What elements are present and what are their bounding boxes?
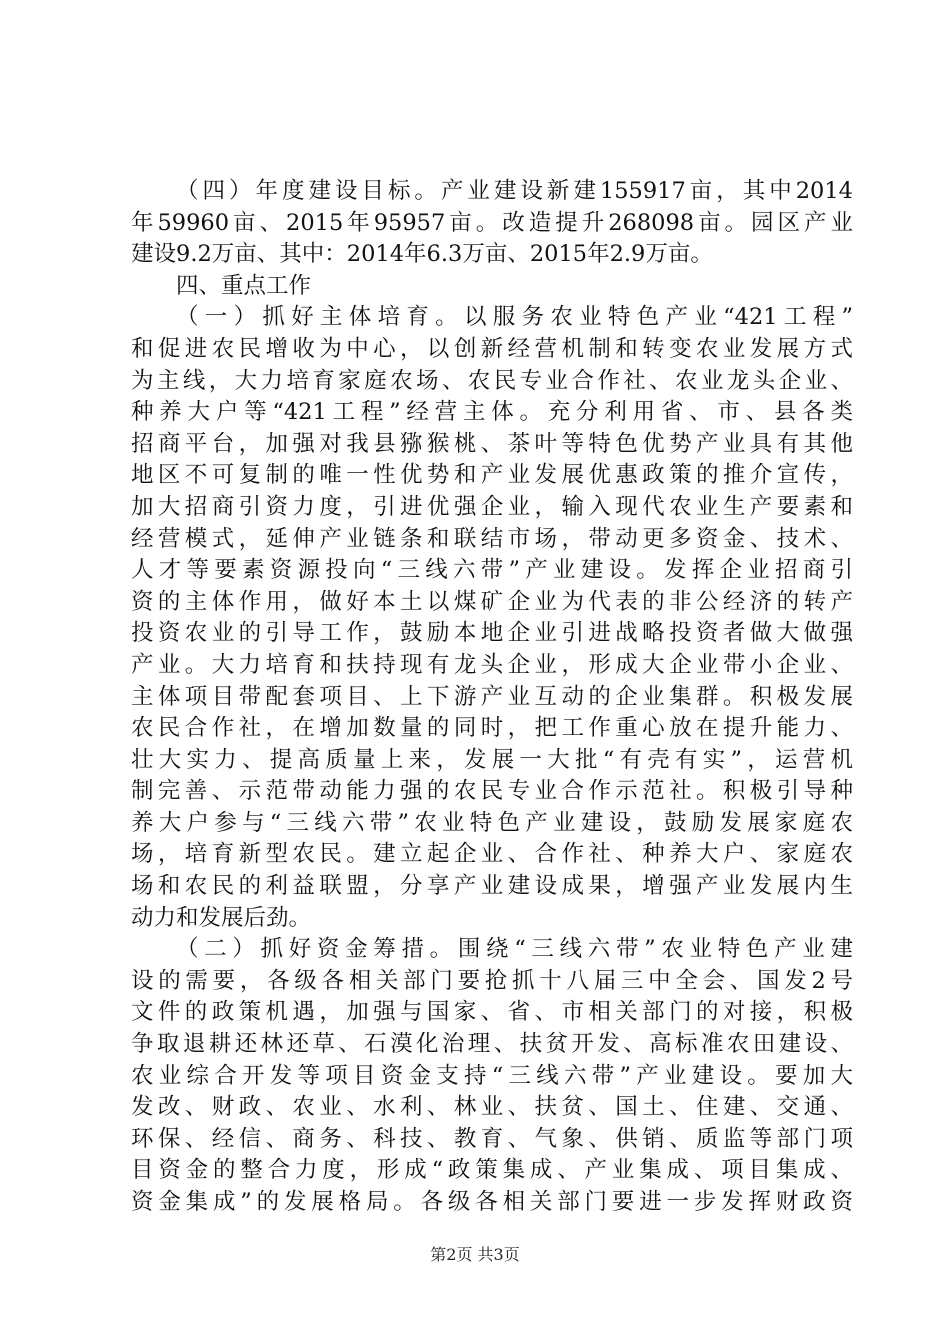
text-line: （一）抓好主体培育。以服务农业特色产业“421工程” [176, 304, 853, 331]
text-line: （四）年度建设目标。产业建设新建155917亩，其中2014 [176, 178, 853, 204]
text-line: 养大户参与“三线六带”农业特色产业建设，鼓励发展家庭农 [131, 809, 853, 836]
text-line: 人才等要素资源投向“三线六带”产业建设。发挥企业招商引 [131, 557, 853, 584]
text-line: 目资金的整合力度，形成“政策集成、产业集成、项目集成、 [131, 1157, 853, 1184]
text-line: 农业综合开发等项目资金支持“三线六带”产业建设。要加大 [131, 1062, 853, 1089]
text-line: 产业。大力培育和扶持现有龙头企业，形成大企业带小企业、 [131, 651, 853, 678]
text-line: 设的需要，各级各相关部门要抢抓十八届三中全会、国发2号 [131, 967, 853, 994]
text-line: 文件的政策机遇，加强与国家、省、市相关部门的对接，积极 [131, 999, 853, 1026]
text-line: 和促进农民增收为中心，以创新经营机制和转变农业发展方式 [131, 335, 853, 362]
text-line: 主体项目带配套项目、上下游产业互动的企业集群。积极发展 [131, 683, 853, 710]
text-line: 场和农民的利益联盟，分享产业建设成果，增强产业发展内生 [131, 873, 853, 900]
text-line: （二）抓好资金筹措。围绕“三线六带”农业特色产业建 [176, 936, 853, 963]
page-footer: 第2页 共3页 [430, 1245, 520, 1264]
text-line: 投资农业的引导工作，鼓励本地企业引进战略投资者做大做强 [131, 620, 853, 647]
text-line: 年59960亩、2015年95957亩。改造提升268098亩。园区产业 [131, 209, 853, 236]
text-line: 种养大户等“421工程”经营主体。充分利用省、市、县各类 [131, 399, 853, 426]
text-line: 资金集成”的发展格局。各级各相关部门要进一步发挥财政资 [131, 1189, 853, 1215]
text-line: 发改、财政、农业、水利、林业、扶贫、国土、住建、交通、 [131, 1094, 853, 1121]
text-line: 建设9.2万亩、其中：2014年6.3万亩、2015年2.9万亩。 [131, 241, 713, 268]
text-line: 场，培育新型农民。建立起企业、合作社、种养大户、家庭农 [131, 841, 853, 868]
text-line: 农民合作社，在增加数量的同时，把工作重心放在提升能力、 [131, 715, 853, 742]
text-line: 资的主体作用，做好本土以煤矿企业为代表的非公经济的转产 [131, 588, 853, 615]
text-line: 制完善、示范带动能力强的农民专业合作示范社。积极引导种 [131, 778, 853, 805]
text-line: 经营模式，延伸产业链条和联结市场，带动更多资金、技术、 [131, 525, 853, 552]
text-line: 争取退耕还林还草、石漠化治理、扶贫开发、高标准农田建设、 [131, 1031, 853, 1058]
text-line: 为主线，大力培育家庭农场、农民专业合作社、农业龙头企业、 [131, 367, 853, 394]
text-line: 招商平台，加强对我县猕猴桃、茶叶等特色优势产业具有其他 [131, 430, 853, 457]
text-line: 环保、经信、商务、科技、教育、气象、供销、质监等部门项 [131, 1125, 853, 1152]
text-line: 地区不可复制的唯一性优势和产业发展优惠政策的推介宣传， [131, 462, 853, 489]
text-line: 动力和发展后劲。 [131, 904, 312, 931]
text-line: 四、重点工作 [176, 272, 312, 299]
document-body [131, 176, 853, 1219]
text-line: 加大招商引资力度，引进优强企业，输入现代农业生产要素和 [131, 493, 853, 520]
text-line: 壮大实力、提高质量上来，发展一大批“有壳有实”，运营机 [131, 746, 853, 773]
